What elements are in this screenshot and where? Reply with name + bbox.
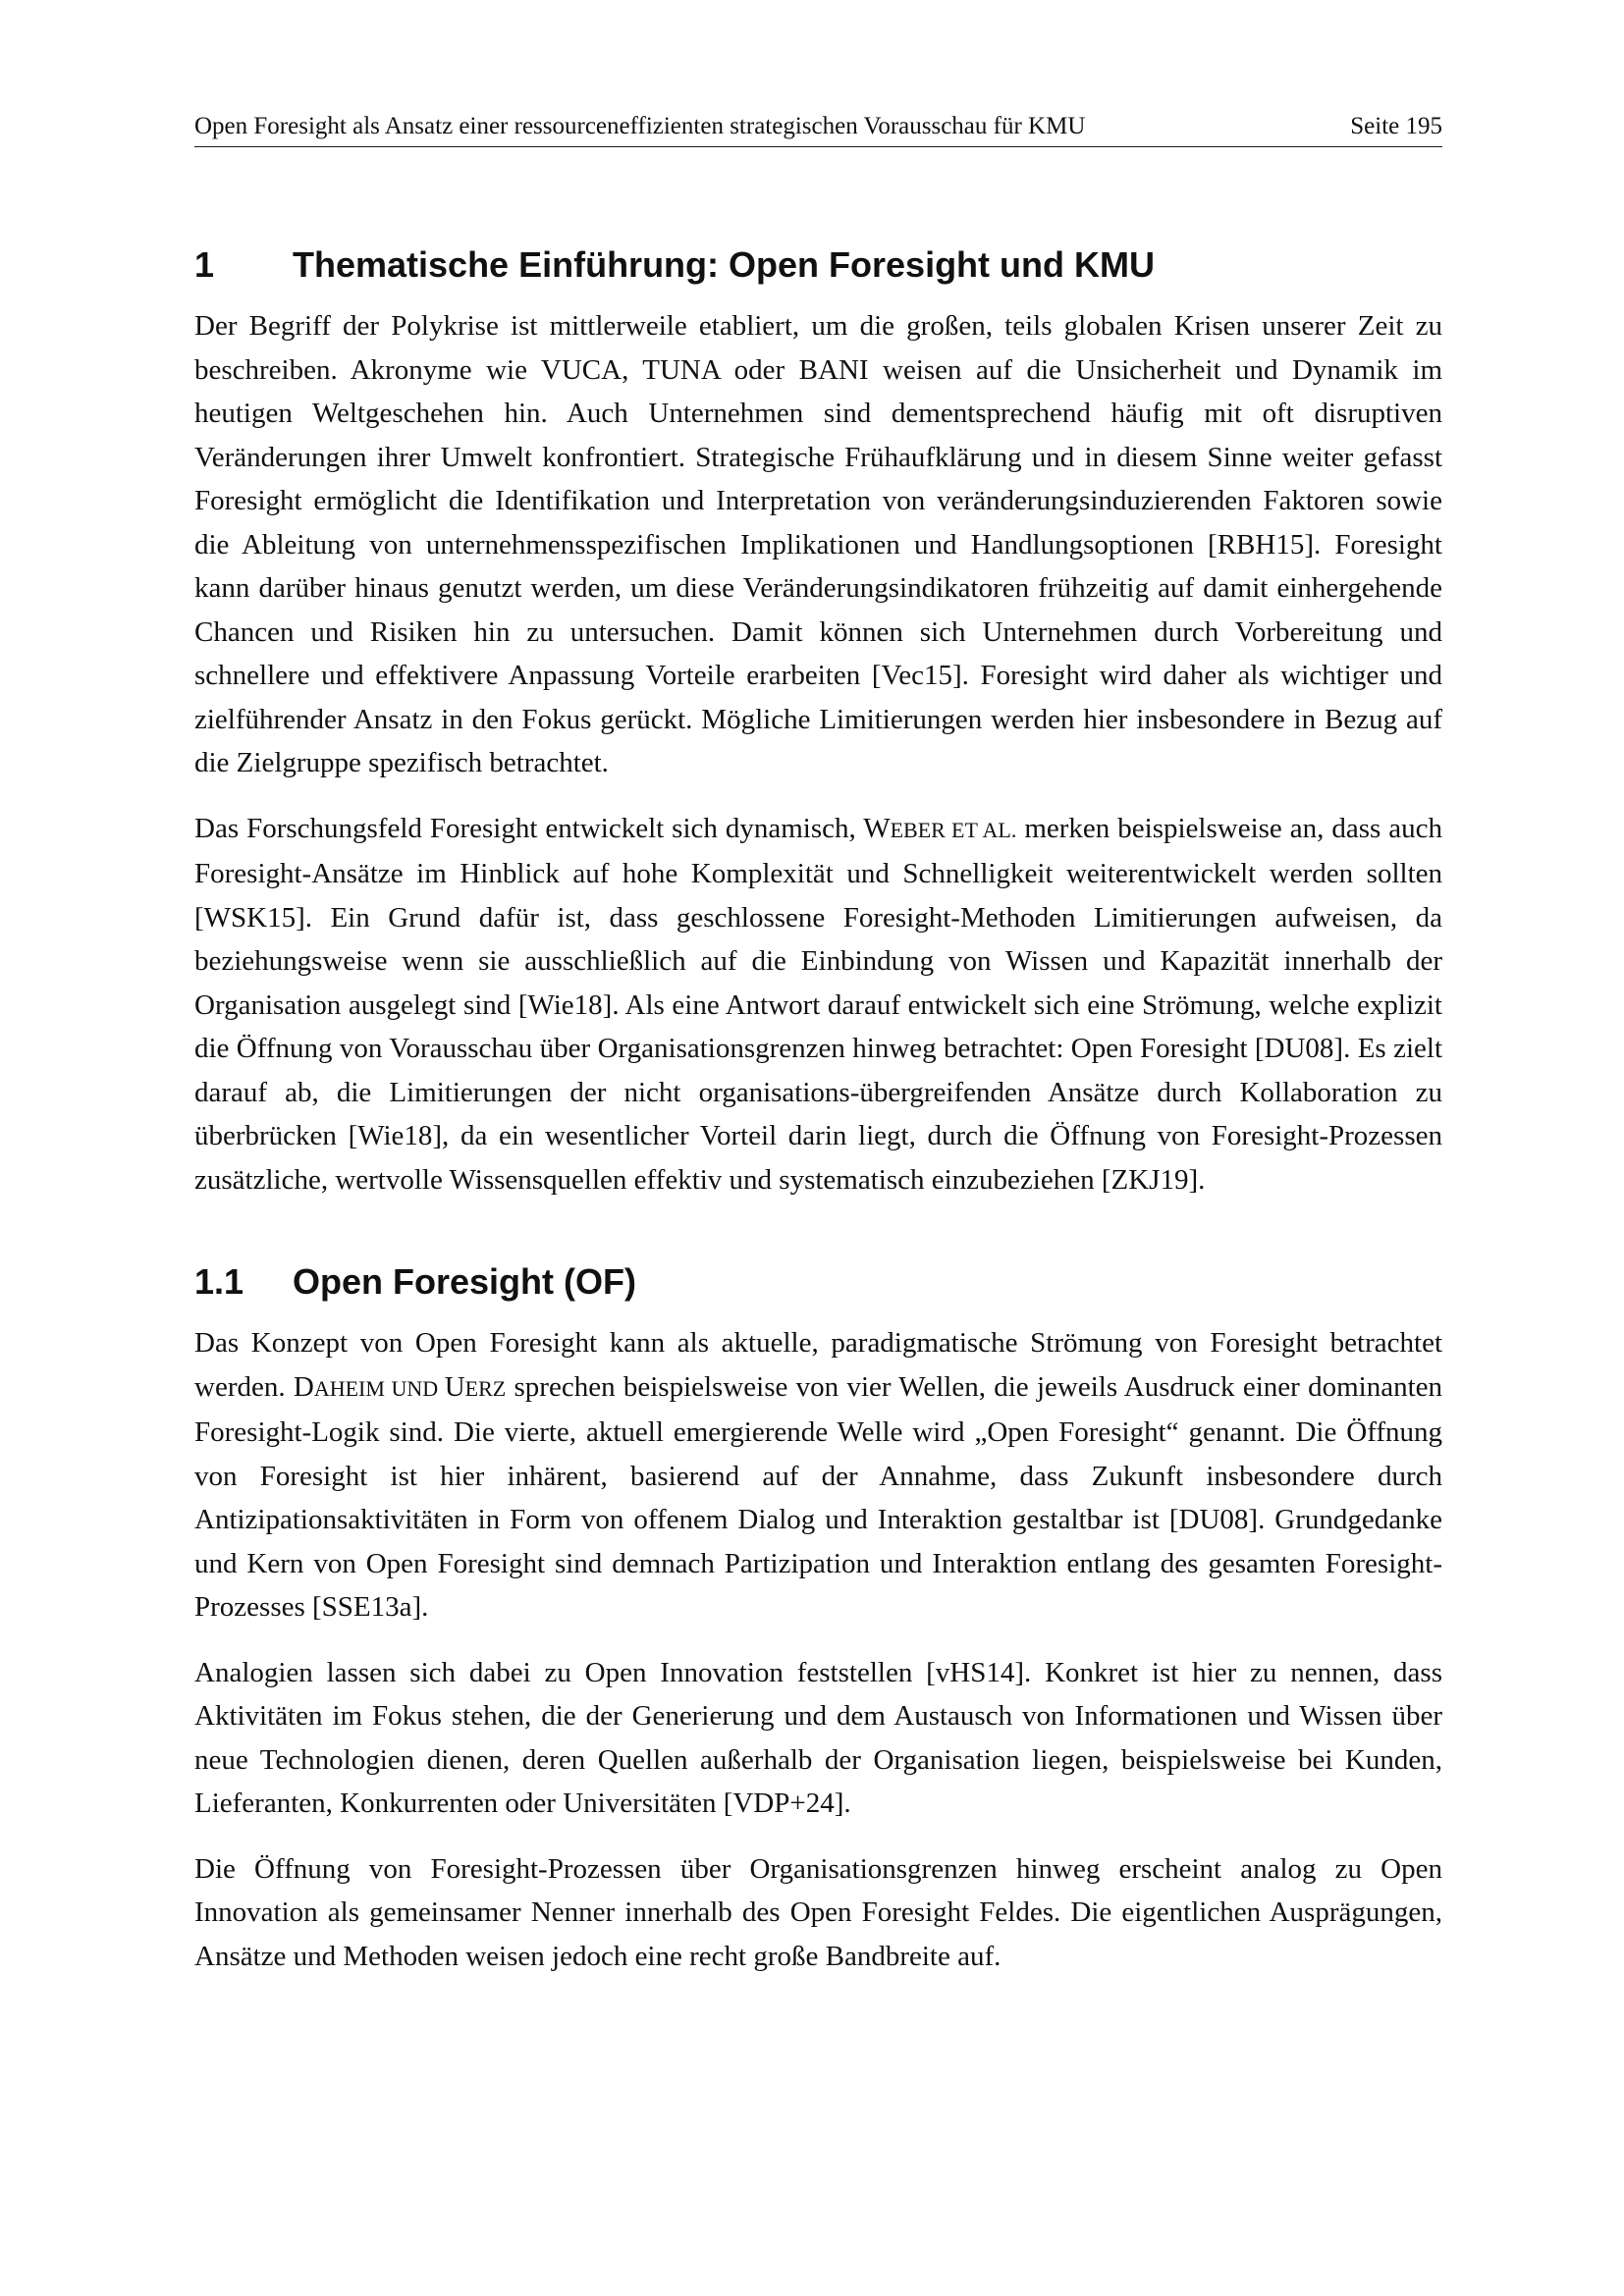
paragraph-text: sprechen beispielsweise von vier Wellen, die jeweils Ausdruck einer dominanten Foresight-Logik sind. Die vierte, aktuell emergierende Welle wird „Open Foresight“ genannt. Die Öffnung von Foresight ist hier inhärent, basierend auf der Annahme, dass Zukunft insbesondere durch Antizipationsaktivitäten in Form von offenem Dialog und Interaktion gestaltbar ist [DU08]. Grundgedanke und Kern von Open Foresight sind demnach Partizipation und Interaktion entlang des gesamten Foresight-Prozesses [SSE13a].	[194, 1370, 1442, 1623]
paragraph-text: merken beispielsweise an, dass auch Foresight-Ansätze im Hinblick auf hohe Komplexität und Schnelligkeit weiterentwickelt werden sollten [WSK15]. Ein Grund dafür ist, dass geschlossene Foresight-Methoden Limitierungen aufweisen, da beziehungsweise wenn sie ausschließlich auf die Einbindung von Wissen und Kapazität innerhalb der Organisation ausgelegt sind [Wie18]. Als eine Antwort darauf entwickelt sich eine Strömung, welche explizit die Öffnung von Vorausschau über Organisationsgrenzen hinweg betrachtet: Open Foresight [DU08]. Es zielt darauf ab, die Limitierungen der nicht organisations-übergreifenden Ansätze durch Kollaboration zu überbrücken [Wie18], da ein wesentlicher Vorteil darin liegt, durch die Öffnung von Foresight-Prozessen zusätzliche, wertvolle Wissensquellen effektiv und systematisch einzubeziehen [ZKJ19].	[194, 812, 1443, 1196]
page-number: Seite 195	[1350, 113, 1442, 139]
section-heading-1-1	[194, 1258, 1442, 1306]
body-text	[194, 241, 1442, 2000]
running-header	[194, 108, 1442, 147]
section-number: 1.1	[194, 1261, 244, 1302]
running-title: Open Foresight als Ansatz einer ressourceneffizienten strategischen Vorausschau für KMU	[194, 113, 1086, 139]
paragraph: Analogien lassen sich dabei zu Open Innovation feststellen [vHS14]. Konkret ist hier zu nennen, dass Aktivitäten im Fokus stehen, die der Generierung und dem Austausch von Informationen und Wissen über neue Technologien dienen, deren Quellen außerhalb der Organisation liegen, beispielsweise bei Kunden, Lieferanten, Konkurrenten oder Universitäten [VDP+24].	[194, 1656, 1442, 1819]
section-heading-1	[194, 241, 1442, 289]
paragraph	[194, 807, 1442, 1202]
paragraph	[194, 1321, 1442, 1629]
paragraph-text: Das Konzept von Open Foresight kann als aktuelle, paradigmatische Strömung von Foresight betrachtet werden.	[194, 1327, 1442, 1403]
section-title: Open Foresight (OF)	[293, 1261, 636, 1302]
author-name-smallcaps: DAHEIM UND UERZ	[293, 1370, 507, 1403]
author-name-smallcaps: WEBER ET AL.	[863, 812, 1017, 844]
paragraph-text: Das Forschungsfeld Foresight entwickelt sich dynamisch,	[194, 812, 864, 844]
paragraph: Die Öffnung von Foresight-Prozessen über Organisationsgrenzen hinweg erscheint analog zu Open Innovation als gemeinsamer Nenner innerhalb des Open Foresight Feldes. Die eigentlichen Ausprägungen, Ansätze und Methoden weisen jedoch eine recht große Bandbreite auf.	[194, 1852, 1442, 1972]
section-number: 1	[194, 244, 215, 285]
section-title: Thematische Einführung: Open Foresight und KMU	[293, 244, 1155, 285]
paragraph: Der Begriff der Polykrise ist mittlerweile etabliert, um die großen, teils globalen Krisen unserer Zeit zu beschreiben. Akronyme wie VUCA, TUNA oder BANI weisen auf die Unsicherheit und Dynamik im heutigen Weltgeschehen hin. Auch Unternehmen sind dementsprechend häufig mit oft disruptiven Veränderungen ihrer Umwelt konfrontiert. Strategische Frühaufklärung und in diesem Sinne weiter gefasst Foresight ermöglicht die Identifikation und Interpretation von veränderungsinduzierenden Faktoren sowie die Ableitung von unternehmensspezifischen Implikationen und Handlungsoptionen [RBH15]. Foresight kann darüber hinaus genutzt werden, um diese Veränderungsindikatoren frühzeitig auf damit einhergehende Chancen und Risiken hin zu untersuchen. Damit können sich Unternehmen durch Vorbereitung und schnellere und effektivere Anpassung Vorteile erarbeiten [Vec15]. Foresight wird daher als wichtiger und zielführender Ansatz in den Fokus gerückt. Mögliche Limitierungen werden hier insbesondere in Bezug auf die Zielgruppe spezifisch betrachtet.	[194, 310, 1442, 778]
